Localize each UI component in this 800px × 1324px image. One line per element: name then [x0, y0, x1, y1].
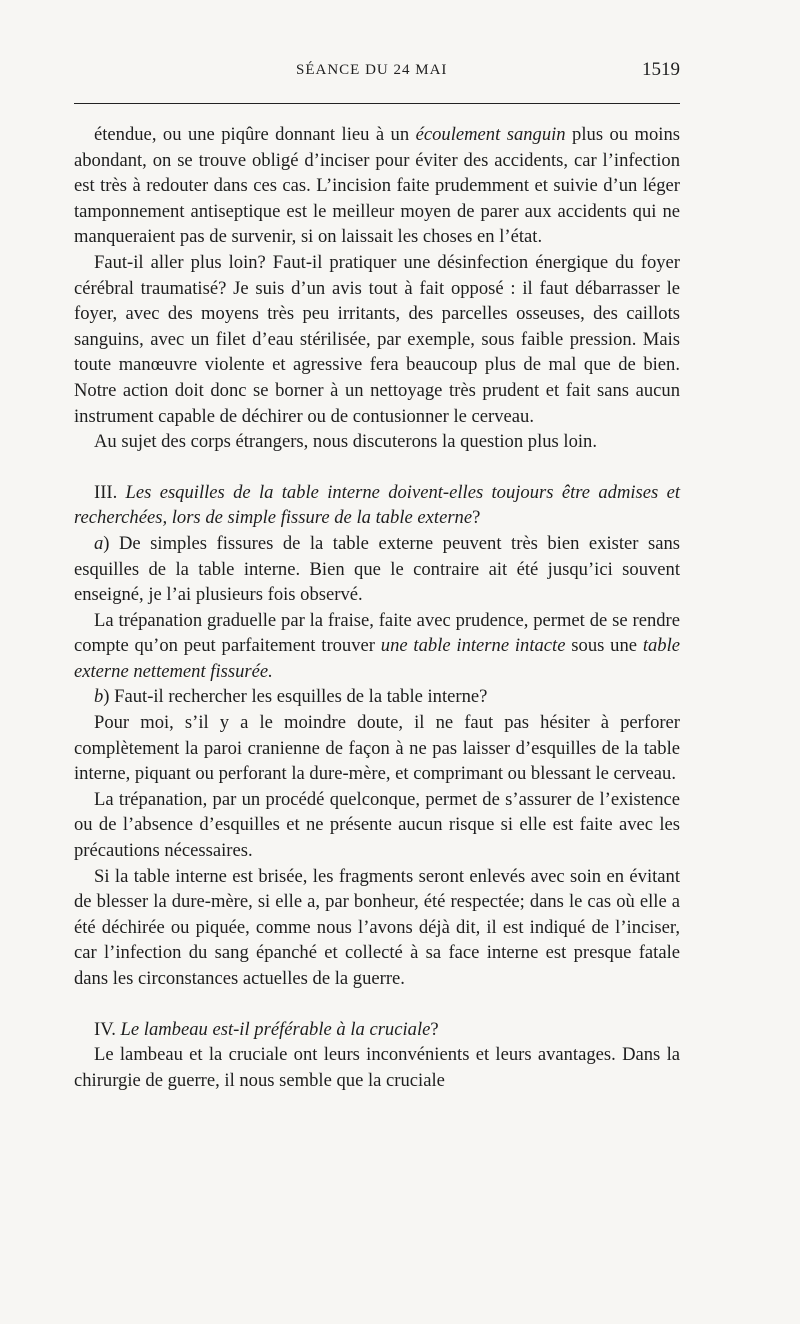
- text-run: La trépanation, par un procédé quelconque, permet de s’assurer de l’existence ou de l’absence d’esquilles et ne présente aucun risque si elle est faite avec les précautions nécessaires.: [74, 788, 680, 862]
- header-title: SÉANCE DU 24 MAI: [296, 62, 448, 78]
- paragraph: [74, 429, 680, 455]
- text-run: Si la table interne est brisée, les fragments seront enlevés avec soin en évitant de blesser la dure-mère, si elle a, par bonheur, été respectée; dans le cas où elle a été déchirée ou piquée, comme nous l’avons déjà dit, il est indiqué de l’inciser, car l’infection du sang épanché et collecté à sa face interne est presque fatale dans les circonstances actuelles de la guerre.: [74, 865, 680, 989]
- italic-text: Le lambeau est-il préférable à la cruciale: [120, 1018, 431, 1040]
- text-run: III.: [94, 481, 126, 503]
- italic-text: écoulement sanguin: [415, 124, 566, 145]
- text-run: Le lambeau et la cruciale ont leurs inconvénients et leurs avantages. Dans la chirurgie de guerre, il nous semble que la cruciale: [74, 1044, 680, 1091]
- text-run: ?: [472, 507, 481, 529]
- paragraph: [74, 710, 680, 787]
- italic-text: a: [94, 532, 104, 554]
- italic-text: une table interne intacte: [380, 635, 566, 657]
- section-heading-iii: [74, 480, 680, 531]
- paragraph: [74, 684, 680, 710]
- paragraph: [74, 608, 680, 685]
- paragraph: [74, 531, 680, 608]
- text-run: ?: [430, 1018, 439, 1040]
- text-run: Faut-il aller plus loin? Faut-il pratiquer une désinfection énergique du foyer cérébral traumatisé? Je suis d’un avis tout à fait opposé : il faut débarrasser le foyer, avec des moyens très peu irritants, des parcelles osseuses, des caillots sanguins, avec un filet d’eau stérilisée, par exemple, sous faible pression. Mais toute manœuvre violente et agressive fera beaucoup plus de mal que de bien. Notre action doit donc se borner à un nettoyage très prudent et fait sans aucun instrument capable de déchirer ou de contusionner le cerveau.: [74, 251, 680, 427]
- text-run: ) De simples fissures de la table externe peuvent très bien exister sans esquilles de la table interne. Bien que le contraire ait été jusqu’ici souvent enseigné, je l’ai plusieurs fois observé.: [74, 532, 680, 606]
- body-text: [74, 122, 680, 1093]
- italic-text: Les esquilles de la table interne doivent-elles toujours être admises et recherchées, lors de simple fissure de la table externe: [74, 481, 680, 529]
- text-run: sous une: [565, 635, 643, 657]
- text-run: La trépanation graduelle par la fraise, faite avec prudence, permet de se rendre compte qu’on peut parfaitement trouver: [74, 609, 680, 657]
- section-heading-iv: [74, 1017, 680, 1043]
- italic-text: table externe nettement fissurée.: [74, 635, 680, 682]
- text-run: Au sujet des corps étrangers, nous discuterons la question plus loin.: [94, 431, 597, 453]
- paragraph: [74, 122, 680, 250]
- text-run: étendue, ou une piqûre donnant lieu à un: [94, 124, 416, 145]
- running-header: [74, 59, 680, 86]
- paragraph: [74, 787, 680, 864]
- text-run: plus ou moins abondant, on se trouve obligé d’inciser pour éviter des accidents, car l’infection est très à redouter dans ces cas. L’incision faite prudemment et suivie d’un léger tamponnement antiseptique est le meilleur moyen de parer aux accidents qui ne manqueraient pas de survenir, si on laissait les choses en l’état.: [74, 124, 680, 248]
- paragraph: [74, 864, 680, 992]
- header-rule: [74, 103, 680, 104]
- italic-text: b: [94, 686, 104, 708]
- text-run: IV.: [94, 1018, 121, 1040]
- page-number: 1519: [642, 59, 680, 80]
- paragraph: [74, 250, 680, 429]
- text-run: Pour moi, s’il y a le moindre doute, il ne faut pas hésiter à perforer complètement la paroi cranienne de façon à ne pas laisser d’esquilles de la table interne, piquant ou perforant la dure-mère, et comprimant ou blessant le cerveau.: [74, 712, 680, 785]
- paragraph: [74, 1042, 680, 1093]
- text-run: ) Faut-il rechercher les esquilles de la table interne?: [103, 686, 488, 708]
